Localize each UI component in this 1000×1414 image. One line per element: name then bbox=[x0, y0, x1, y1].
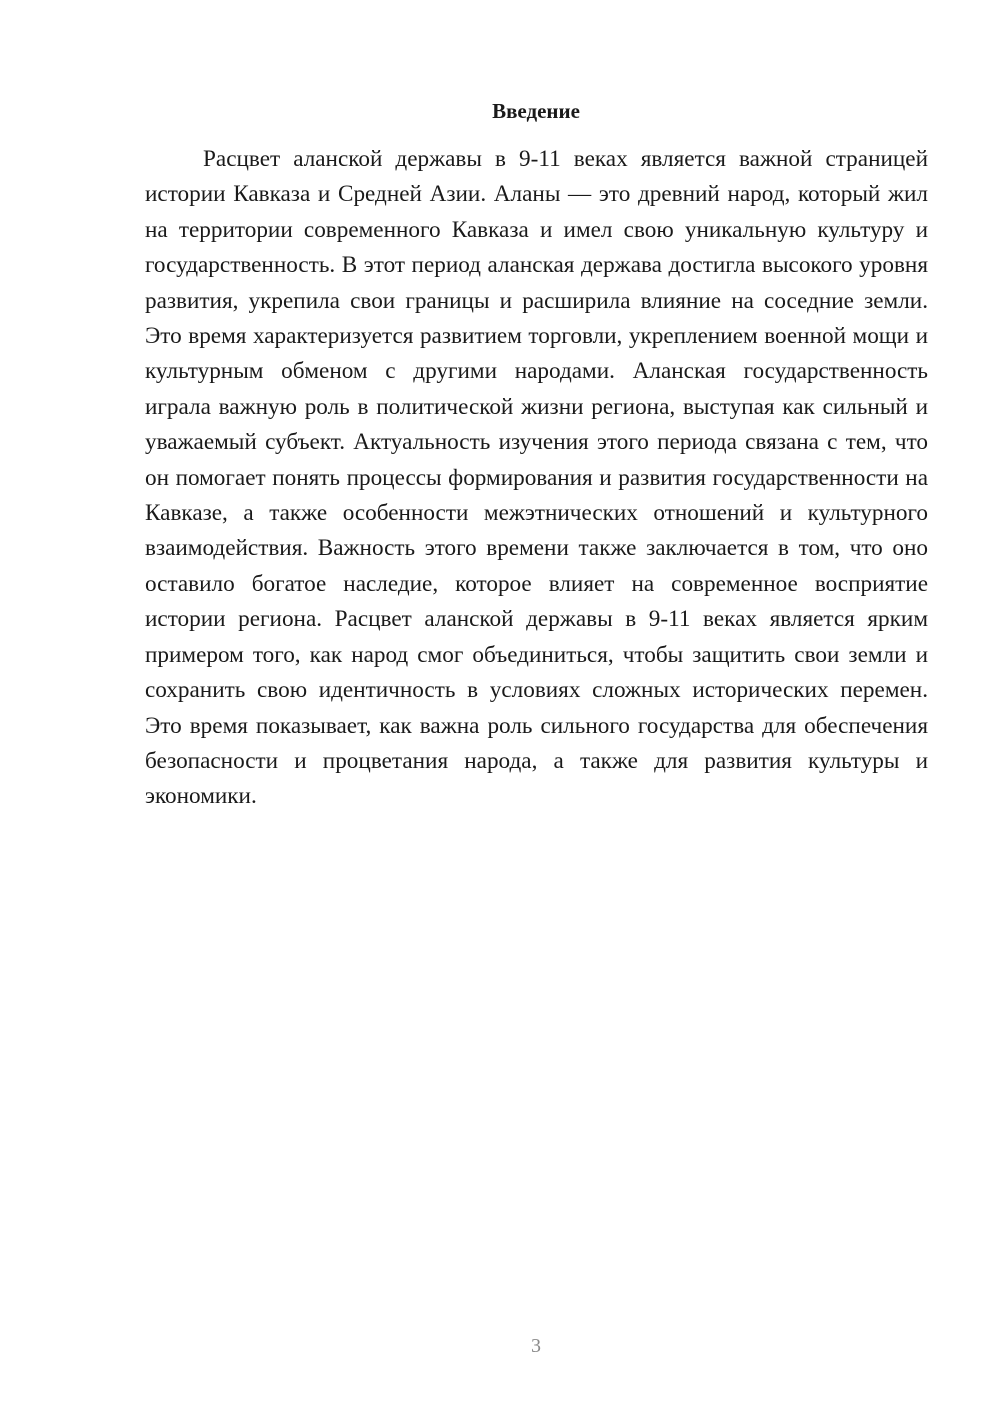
section-title: Введение bbox=[492, 99, 580, 123]
page-number: 3 bbox=[531, 1335, 541, 1357]
body-paragraph: Расцвет аланской державы в 9-11 веках является важной страницей истории Кавказа и Средней Азии. Аланы — это древний народ, который жил на территории современного Кавказа и имел свою уникальную культуру и государственность. В этот период аланская держава достигла высокого уровня развития, укрепила свои границы и расширила влияние на соседние земли. Это время характеризуется развитием торговли, укреплением военной мощи и культурным обменом с другими народами. Аланская государственность играла важную роль в политической жизни региона, выступая как сильный и уважаемый субъект. Актуальность изучения этого периода связана с тем, что он помогает понять процессы формирования и развития государственности на Кавказе, а также особенности межэтнических отношений и культурного взаимодействия. Важность этого времени также заключается в том, что оно оставило богатое наследие, которое влияет на современное восприятие истории региона. Расцвет аланской державы в 9-11 веках является ярким примером того, как народ смог объединиться, чтобы защитить свои земли и сохранить свою идентичность в условиях сложных исторических перемен. Это время показывает, как важна роль сильного государства для обеспечения безопасности и процветания народа, а также для развития культуры и экономики. bbox=[145, 146, 928, 810]
